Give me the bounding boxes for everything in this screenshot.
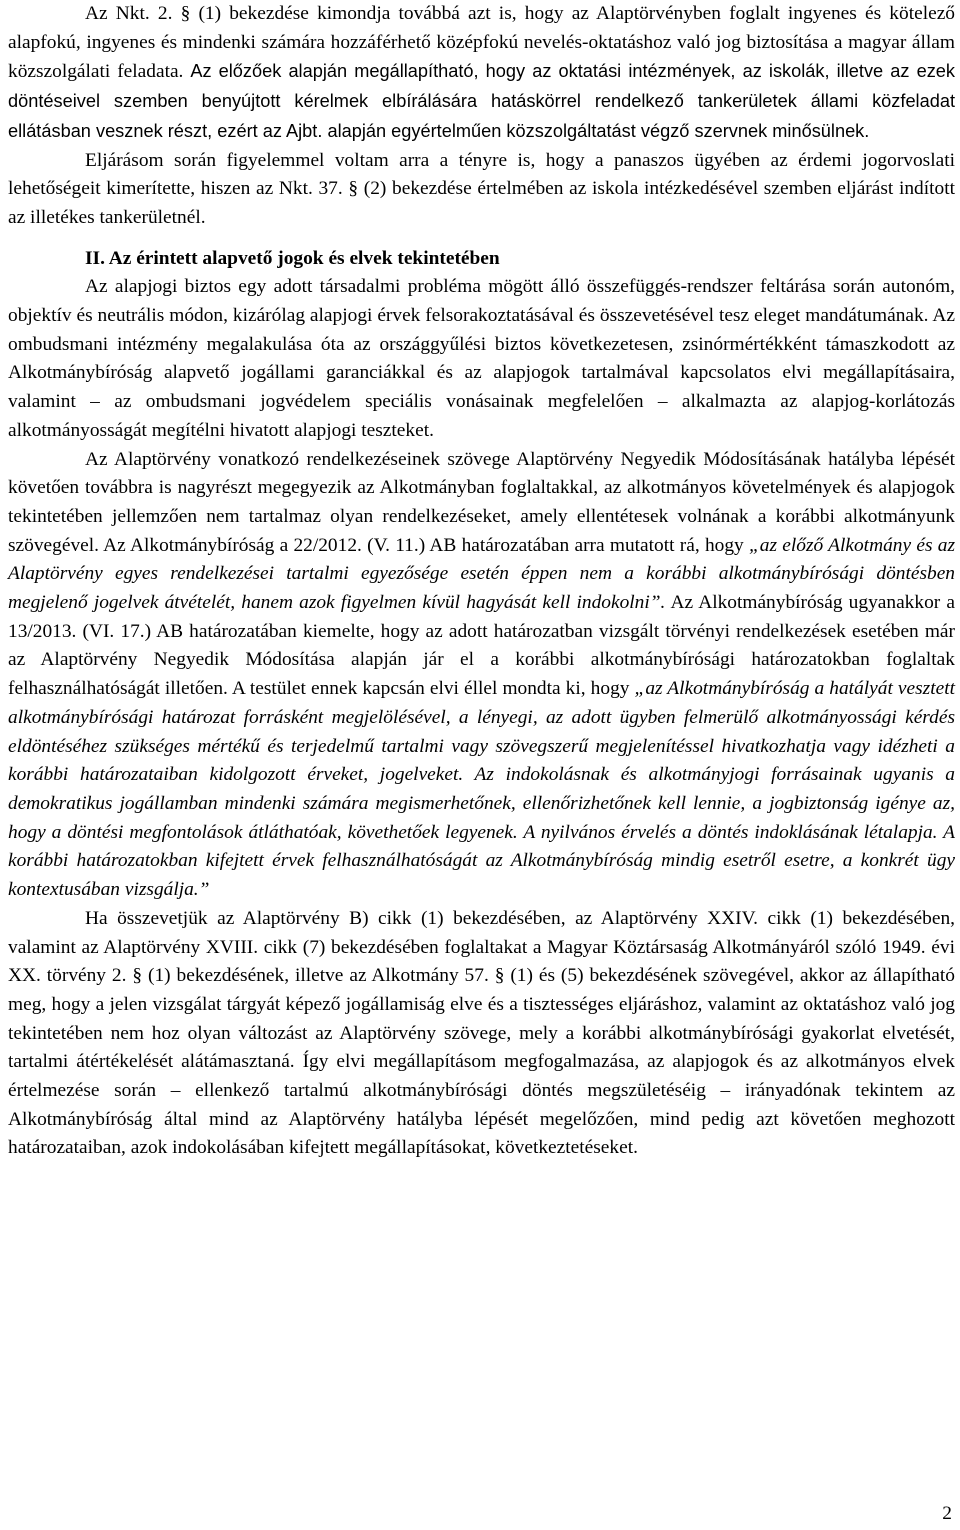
- paragraph-5-text: Ha összevetjük az Alaptörvény B) cikk (1) bekezdésében, az Alaptörvény XXIV. cikk (1) bekezdésében, valamint az Alaptörvény XVIII. cikk (7) bekezdésében foglaltakat a Magyar Köztársaság Alkotmányáról szóló 1949. évi XX. törvény 2. § (1) bekezdésének, illetve az Alkotmány 57. § (1) és (5) bekezdésének szövegével, akkor az állapítható meg, hogy a jelen vizsgálat tárgyát képező jogállamiság elve és a tisztességes eljáráshoz, valamint az oktatáshoz való jog tekintetében nem hoz olyan változást az Alaptörvény szövege, mely a korábbi alkotmánybírósági gyakorlat elvetését, tartalmi átértékelését alátámasztaná. Így elvi megállapításom megfogalmazása, az alapjogok és az alkotmányos elvek értelmezése során – ellenkező tartalmú alkotmánybírósági döntés megszületéséig – irányadónak tekintem az Alkotmánybíróság által mind az Alaptörvény hatályba lépését megelőzően, mind pedig azt követően meghozott határozataiban, azok indokolásában kifejtett megállapításokat, következtetéseket.: [8, 907, 955, 1159]
- paragraph-1-sans-text: Az előzőek alapján megállapítható, hogy az oktatási intézmények, az iskolák, illetve az ezek döntéseivel szemben benyújtott kérelmek elbírálására hatáskörrel rendelkező tankerületek állami közfeladat ellátásban vesznek részt, ezért az Ajbt. alapján egyértelműen közszolgáltatást végző szervnek minősülnek.: [8, 61, 955, 141]
- paragraph-2: [8, 147, 955, 233]
- paragraph-4-quote-a: „az előző Alkotmány és az Alaptörvény egyes rendelkezései tartalmi egyezősége esetén éppen nem a korábbi alkotmánybírósági döntésben megjelenő jogelvek átvételét, hanem azok figyelmen kívül hagyását kell indokolni”.: [8, 534, 956, 614]
- paragraph-3: [8, 273, 955, 445]
- paragraph-4: [8, 446, 955, 905]
- paragraph-3-text: Az alapjogi biztos egy adott társadalmi probléma mögött álló összefüggés-rendszer feltárása során autonóm, objektív és neutrális módon, kizárólag alapjogi érvek felsorakoztatásával és összevetésével tesz eleget mandátumának. Az ombudsmani intézmény megalakulása óta az országgyűlési biztos következetesen, zsinórmértékként támaszkodott az Alkotmánybíróság alapvető jogállami garanciákkal és az alapjogok tartalmával kapcsolatos elvi megállapításaira, valamint – az ombudsmani jogvédelem speciális vonásainak megfelelően – alkalmazta az alapjog-korlátozás alkotmányosságát megítélni hivatott alapjogi teszteket.: [8, 276, 955, 441]
- paragraph-1: [8, 0, 955, 147]
- paragraph-4-text-a: Az Alaptörvény vonatkozó rendelkezéseinek szövege Alaptörvény Negyedik Módosításának hatályba lépését követően továbbra is nagyrészt megegyezik az Alkotmányban foglaltakkal, az alkotmányos követelmények és alapjogok tekintetében jellemzően nem tartalmaz olyan rendelkezéseket, amely ellentétesek volnának a korábbi alkotmányunk szövegével. Az Alkotmánybíróság a 22/2012. (V. 11.) AB határozatában arra mutatott rá, hogy: [8, 448, 955, 556]
- section-heading-title: Az érintett alapvető jogok és elvek tekintetében: [108, 247, 500, 269]
- paragraph-1-text: Az Nkt. 2. § (1) bekezdése kimondja továbbá azt is, hogy az Alaptörvényben foglalt ingyenes és kötelező alapfokú, ingyenes és mindenki számára hozzáférhető középfokú nevelés-oktatáshoz való jog biztosítása a magyar állam közszolgálati feladata.: [8, 3, 955, 83]
- paragraph-4-text-b: Az Alkotmánybíróság ugyanakkor a 13/2013. (VI. 17.) AB határozatában kiemelte, hogy az adott határozatban vizsgált törvényi rendelkezések esetében már az Alaptörvény Negyedik Módosítása alapján jár el a korábbi alkotmánybírósági határozatokban foglaltak felhasználhatóságát illetően. A testület ennek kapcsán elvi éllel mondta ki, hogy: [8, 592, 955, 700]
- paragraph-5: [8, 905, 955, 1163]
- document-page: [8, 0, 955, 1163]
- paragraph-2-text: Eljárásom során figyelemmel voltam arra a tényre is, hogy a panaszos ügyében az érdemi jogorvoslati lehetőségeit kimerítette, hiszen az Nkt. 37. § (2) bekezdése értelmében az iskola intézkedésével szemben eljárást indított az illetékes tankerületnél.: [8, 149, 955, 228]
- section-heading-number: II.: [85, 247, 105, 269]
- paragraph-4-quote-b: „az Alkotmánybíróság a hatályát vesztett alkotmánybírósági határozat forrásként megjelölésével, a lényegi, az adott ügyben felmerülő alkotmányossági kérdés eldöntéséhez szükséges mértékű és terjedelmű tartalmi vagy szövegszerű megjelenítéssel hivatkozhatja vagy idézheti a korábbi határozataiban kidolgozott érveket, jogelveket. Az indokolásnak és alkotmányjogi forrásainak ugyanis a demokratikus jogállamban mindenki számára megismerhetőnek, ellenőrizhetőnek kell lennie, a jogbiztonság igénye az, hogy a döntési megfontolások átláthatóak, követhetőek legyenek. A nyilvános érvelés a döntés indoklásának létalapja. A korábbi határozatokban kifejtett érvek felhasználhatóságát az Alkotmánybíróság mindig esetről esetre, a konkrét ügy kontextusában vizsgálja.”: [8, 678, 955, 901]
- section-heading: [8, 245, 955, 274]
- page-number: 2: [942, 1503, 952, 1524]
